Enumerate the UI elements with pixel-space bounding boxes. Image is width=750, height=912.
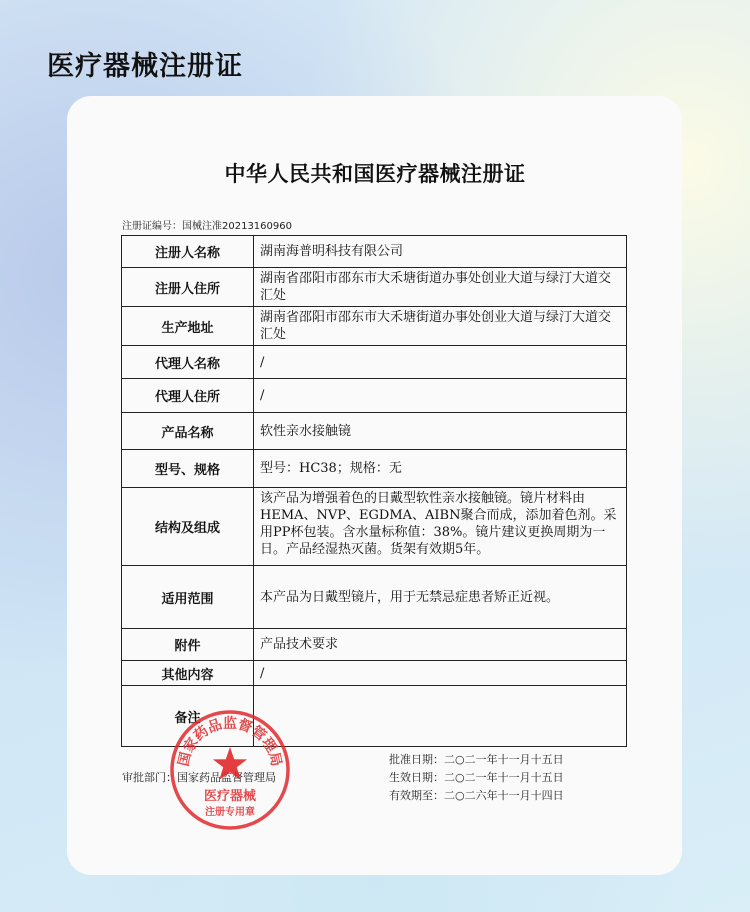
table-row <box>122 566 627 629</box>
table-row <box>122 379 627 413</box>
seal-ring-text: 国家药品监督管理局 <box>175 715 285 768</box>
effective-date: 生效日期：二○二一年十一月十五日 <box>389 771 564 784</box>
row-value: / <box>254 379 627 413</box>
row-label: 型号、规格 <box>122 450 254 488</box>
expiry-date: 有效期至：二○二六年十一月十四日 <box>389 789 564 802</box>
page-title: 医疗器械注册证 <box>47 51 243 82</box>
row-label: 生产地址 <box>122 307 254 346</box>
row-label: 产品名称 <box>122 413 254 450</box>
table-row <box>122 413 627 450</box>
row-value: / <box>254 346 627 379</box>
certificate-table <box>121 235 627 747</box>
row-value: 本产品为日戴型镜片，用于无禁忌症患者矫正近视。 <box>254 566 627 629</box>
approval-date: 批准日期：二○二一年十一月十五日 <box>389 753 564 766</box>
table-row <box>122 268 627 307</box>
seal-line-2: 注册专用章 <box>205 807 255 818</box>
table-row <box>122 450 627 488</box>
row-label: 注册人名称 <box>122 236 254 268</box>
table-row <box>122 661 627 686</box>
row-value: 软性亲水接触镜 <box>254 413 627 450</box>
registration-number: 注册证编号：国械注准20213160960 <box>122 221 292 232</box>
table-row <box>122 346 627 379</box>
row-label: 注册人住所 <box>122 268 254 307</box>
row-label: 其他内容 <box>122 661 254 686</box>
row-label: 附件 <box>122 629 254 661</box>
seal-line-1: 医疗器械 <box>203 789 257 804</box>
row-value: 湖南省邵阳市邵东市大禾塘街道办事处创业大道与绿汀大道交汇处 <box>254 268 627 307</box>
table-row <box>122 629 627 661</box>
row-label: 代理人名称 <box>122 346 254 379</box>
row-value <box>254 686 627 747</box>
row-label: 结构及组成 <box>122 488 254 566</box>
table-row <box>122 307 627 346</box>
certificate-title: 中华人民共和国医疗器械注册证 <box>224 162 526 186</box>
row-value: 该产品为增强着色的日戴型软性亲水接触镜。镜片材料由HEMA、NVP、EGDMA、AIBN聚合而成，添加着色剂。采用PP杯包装。含水量标称值：38%。镜片建议更换周期为一日。产品经湿热灭菌。货架有效期5年。 <box>254 488 627 566</box>
row-value: / <box>254 661 627 686</box>
row-label: 代理人住所 <box>122 379 254 413</box>
table-row <box>122 488 627 566</box>
official-seal-stamp <box>167 707 293 833</box>
row-label: 适用范围 <box>122 566 254 629</box>
approving-authority: 审批部门：国家药品监督管理局 <box>122 771 276 784</box>
date-block <box>389 751 564 805</box>
row-label: 备注 <box>122 686 254 747</box>
row-value: 湖南海普明科技有限公司 <box>254 236 627 268</box>
table-row <box>122 236 627 268</box>
row-value: 型号：HC38；规格：无 <box>254 450 627 488</box>
row-value: 产品技术要求 <box>254 629 627 661</box>
row-value: 湖南省邵阳市邵东市大禾塘街道办事处创业大道与绿汀大道交汇处 <box>254 307 627 346</box>
